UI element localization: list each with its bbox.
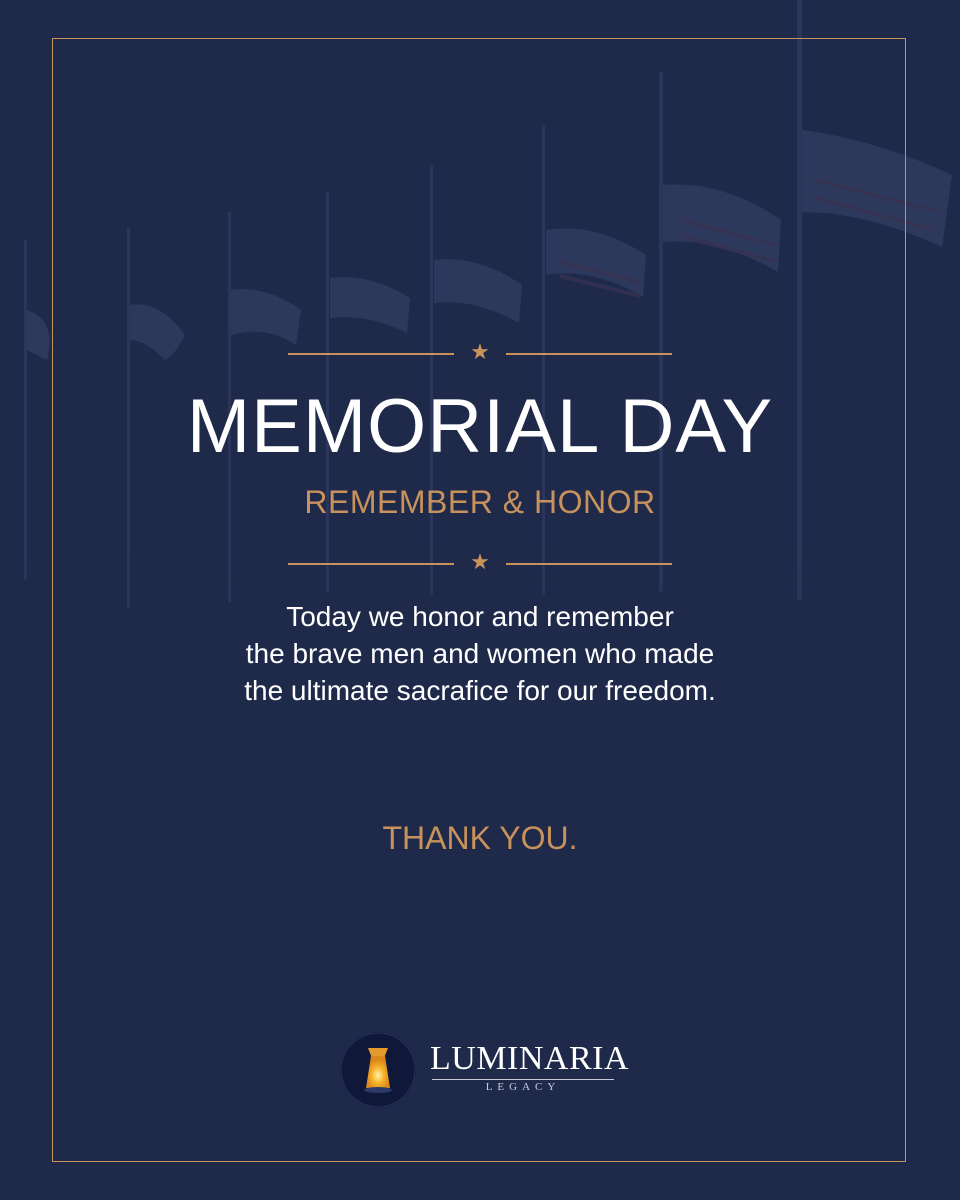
divider-line-right	[506, 563, 672, 565]
star-icon: ★	[470, 550, 490, 575]
closing-text: THANK YOU.	[382, 820, 578, 856]
tribute-message	[0, 598, 960, 709]
top-divider	[288, 340, 672, 365]
divider-line-left	[288, 563, 454, 565]
divider-line-right	[506, 353, 672, 355]
brand-tagline: LEGACY	[485, 1081, 561, 1093]
brand-name: LUMINARIA	[430, 1040, 630, 1077]
subtitle: REMEMBER & HONOR	[304, 484, 656, 520]
message-line-3: the ultimate sacrafice for our freedom.	[244, 675, 716, 706]
divider-line-left	[288, 353, 454, 355]
message-line-2: the brave men and women who made	[245, 638, 715, 669]
lantern-icon	[338, 1030, 418, 1110]
star-icon: ★	[470, 340, 490, 365]
message-line-1: Today we honor and remember	[286, 601, 674, 632]
page-title: MEMORIAL DAY	[186, 384, 774, 469]
bottom-divider	[288, 550, 672, 575]
